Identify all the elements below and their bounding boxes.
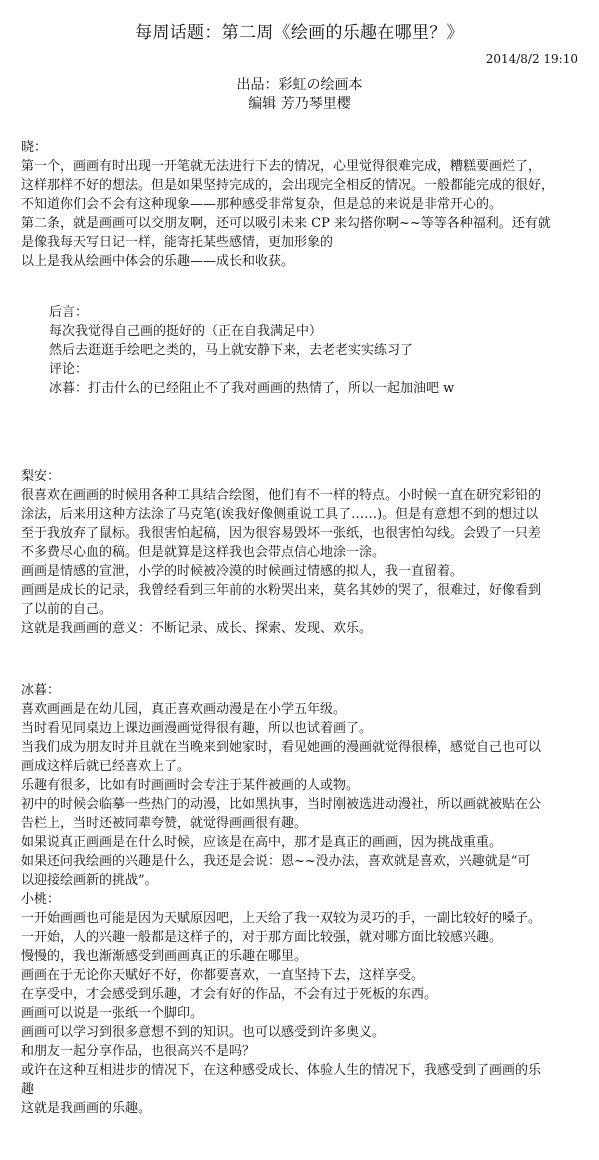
- text-line: 这就是我画画的意义：不断记录、成长、探索、发现、欢乐。: [21, 621, 373, 636]
- text-line: 当时看见同桌边上课边画漫画觉得很有趣，所以也试着画了。: [21, 721, 373, 736]
- text-line: 每次我觉得自己画的挺好的（正在自我满足中）: [49, 324, 323, 339]
- text-line: 画画在于无论你天赋好不好，你都要喜欢，一直坚持下去，这样享受。: [21, 968, 425, 983]
- text-line: 小桃：: [21, 892, 61, 907]
- text-line: 画画可以学习到很多意想不到的知识。也可以感受到许多奥义。: [21, 1025, 386, 1040]
- text-line: 喜欢画画是在幼儿园，真正喜欢画动漫是在小学五年级。: [21, 702, 347, 717]
- text-line: 慢慢的，我也渐渐感受到画画真正的乐趣在哪里。: [21, 949, 308, 964]
- section-xiaotao: [21, 909, 581, 1118]
- section-afterword: [21, 303, 581, 398]
- text-line: 晓：: [21, 140, 48, 155]
- text-line: 乐趣有很多，比如有时画画时会专注于某件被画的人或物。: [21, 778, 360, 793]
- text-line: 后言：: [49, 305, 89, 320]
- text-line: 趣: [21, 1082, 35, 1097]
- text-line: 这样那样不好的想法。但是如果坚持完成的，会出现完全相反的情况。一般都能完成的很好，: [21, 178, 555, 193]
- text-line: 这就是我画画的乐趣。: [21, 1101, 152, 1116]
- text-line: 涂法，后来用这种方法涂了马克笔(诶我好像侧重说工具了……)。但是有意想不到的想过以: [21, 507, 539, 522]
- text-line: 画画是成长的记录，我曾经看到三年前的水粉哭出来，莫名其妙的哭了，很难过，好像看到: [21, 583, 542, 598]
- section-xiao: [21, 138, 581, 271]
- text-line: 不多费尽心血的稿。但是就算是这样我也会带点信心地涂一涂。: [21, 545, 386, 560]
- text-line: 以迎接绘画新的挑战”。: [21, 873, 158, 888]
- text-line: 或许在这种互相进步的情况下，在这种感受成长、体验人生的情况下，我感受到了画画的乐: [21, 1063, 542, 1078]
- text-line: 画画可以说是一张纸一个脚印。: [21, 1006, 204, 1021]
- text-line: 如果说真正画画是在什么时候，应该是在高中，那才是真正的画画，因为挑战重重。: [21, 835, 503, 850]
- text-line: 冰暮：: [21, 683, 61, 698]
- text-line: 冰暮：打击什么的已经阻止不了我对画画的热情了，所以一起加油吧 w: [49, 381, 455, 396]
- text-line: 一开始，人的兴趣一般都是这样子的，对于那方面比较强，就对哪方面比较感兴趣。: [21, 930, 503, 945]
- text-line: 初中的时候会临摹一些热门的动漫，比如黑执事，当时刚被选进动漫社，所以画就被贴在公: [21, 797, 542, 812]
- text-line: 如果还问我绘画的兴趣是什么，我还是会说：恩~~没办法，喜欢就是喜欢，兴趣就是“可: [21, 854, 531, 869]
- text-line: 第二条，就是画画可以交朋友啊，还可以吸引未来 CP 来勾搭你啊~~等等各种福利。还有就: [21, 216, 551, 231]
- producer-credit: 出品：彩虹の绘画本: [236, 77, 363, 93]
- text-line: 在享受中，才会感受到乐趣，才会有好的作品，不会有过于死板的东西。: [21, 987, 438, 1002]
- text-line: 很喜欢在画画的时候用各种工具结合绘图，他们有不一样的特点。小时候一直在研究彩铅的: [21, 488, 542, 503]
- section-lian: [21, 467, 581, 638]
- text-line: 然后去逛逛手绘吧之类的，马上就安静下来，去老老实实练习了: [49, 343, 414, 358]
- text-line: 第一个，画画有时出现一开笔就无法进行下去的情况，心里觉得很难完成，糟糕要画烂了，: [21, 159, 542, 174]
- text-line: 一开始画画也可能是因为天赋原因吧，上天给了我一双较为灵巧的手，一副比较好的嗓子。: [21, 911, 542, 926]
- text-line: 和朋友一起分享作品，也很高兴不是吗？: [21, 1044, 256, 1059]
- text-line: 是像我每天写日记一样，能寄托某些感情，更加形象的: [21, 235, 334, 250]
- post-datetime: 2014/8/2 19:10: [485, 52, 578, 66]
- text-line: 当我们成为朋友时并且就在当晚来到她家时，看见她画的漫画就觉得很棒，感觉自己也可以: [21, 740, 542, 755]
- section-bingmu: [21, 681, 581, 909]
- text-line: 评论：: [49, 362, 89, 377]
- text-line: 画成这样后就已经喜欢上了。: [21, 759, 191, 774]
- text-line: 了以前的自己。: [21, 602, 113, 617]
- article-title: 每周话题：第二周《绘画的乐趣在哪里？》: [135, 23, 464, 43]
- text-line: 告栏上，当时还被同辈夸赞，就觉得画画很有趣。: [21, 816, 308, 831]
- text-line: 至于我放弃了鼠标。我很害怕起稿，因为很容易毁坏一张纸，也很害怕勾线。会毁了一只差: [21, 526, 542, 541]
- text-line: 画画是情感的宣泄，小学的时候被冷漠的时候画过情感的拟人，我一直留着。: [21, 564, 464, 579]
- editor-credit: 编辑 芳乃琴里樱: [248, 96, 351, 112]
- text-line: 不知道你们会不会有这种现象——那种感受非常复杂，但是总的来说是非常开心的。: [21, 197, 503, 212]
- text-line: 以上是我从绘画中体会的乐趣——成长和收获。: [21, 254, 295, 269]
- text-line: 梨安：: [21, 469, 61, 484]
